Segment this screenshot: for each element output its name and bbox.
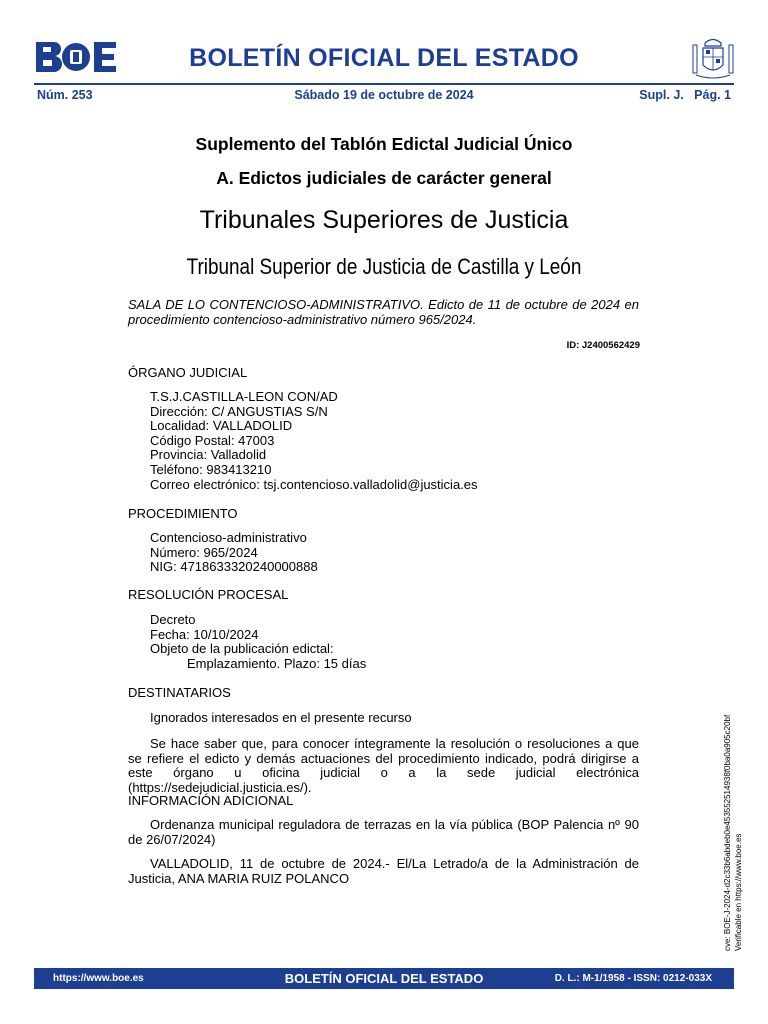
resolucion-line: Decreto	[150, 612, 196, 627]
organo-line: Localidad: VALLADOLID	[150, 418, 293, 434]
organo-heading: ÓRGANO JUDICIAL	[128, 365, 248, 380]
cve-code: cve: BOE-J-2024-d2c33b6abdeb0e453552514938f0ba0a905c20bf	[723, 714, 732, 951]
header-rule	[34, 83, 734, 85]
boe-logo	[36, 42, 116, 72]
procedimiento-line: NIG: 4718633320240000888	[150, 559, 318, 575]
verification-link[interactable]: Verificable en https://www.boe.es	[734, 833, 743, 951]
page-title: BOLETÍN OFICIAL DEL ESTADO	[189, 44, 579, 72]
procedimiento-heading: PROCEDIMIENTO	[128, 506, 238, 521]
supplement-page: Supl. J. Pág. 1	[639, 88, 731, 102]
court-type-title: Tribunales Superiores de Justicia	[199, 206, 569, 234]
resolucion-heading: RESOLUCIÓN PROCESAL	[128, 587, 289, 602]
resolucion-object: Emplazamiento. Plazo: 15 días	[187, 655, 367, 671]
court-title: Tribunal Superior de Justicia de Castilla y León	[186, 254, 582, 279]
organo-details	[150, 390, 478, 492]
destinatarios-heading: DESTINATARIOS	[128, 685, 231, 700]
issue-date: Sábado 19 de octubre de 2024	[294, 88, 474, 102]
info-heading: INFORMACIÓN ADICIONAL	[128, 793, 294, 808]
destinatarios-text: Ignorados interesados en el presente recurso	[150, 710, 412, 725]
organo-line: Teléfono: 983413210	[150, 461, 272, 477]
section-title: A. Edictos judiciales de carácter general	[216, 168, 552, 188]
edict-id: ID: J2400562429	[566, 340, 640, 351]
supplement-title: Suplemento del Tablón Edictal Judicial Único	[195, 134, 573, 154]
resolucion-details	[150, 613, 366, 671]
footer-title: BOLETÍN OFICIAL DEL ESTADO	[284, 971, 484, 986]
organo-line: Provincia: Valladolid	[150, 447, 267, 463]
footer-bar	[34, 968, 734, 989]
signature-paragraph: VALLADOLID, 11 de octubre de 2024.- El/La Letrado/a de la Administración de Justicia, ANA MARIA RUIZ POLANCO	[128, 856, 639, 886]
procedimiento-line: Número: 965/2024	[150, 544, 258, 560]
resolucion-line: Objeto de la publicación edictal:	[150, 641, 334, 657]
organo-line: T.S.J.CASTILLA-LEON CON/AD	[150, 389, 338, 404]
organo-line: Dirección: C/ ANGUSTIAS S/N	[150, 403, 328, 419]
issue-number: Núm. 253	[37, 88, 93, 102]
footer-legal: D. L.: M-1/1958 - ISSN: 0212-033X	[554, 973, 712, 984]
verification-strip	[722, 691, 744, 951]
edict-intro: SALA DE LO CONTENCIOSO-ADMINISTRATIVO. Edicto de 11 de octubre de 2024 en procedimiento contencioso-administrativo número 965/2024.	[128, 297, 639, 327]
footer-url-link[interactable]: https://www.boe.es	[53, 973, 144, 984]
coat-of-arms-icon	[690, 37, 736, 79]
organo-line: Código Postal: 47003	[150, 432, 275, 448]
organo-line: Correo electrónico: tsj.contencioso.valladolid@justicia.es	[150, 476, 478, 492]
procedimiento-details	[150, 531, 318, 575]
notice-paragraph: Se hace saber que, para conocer íntegramente la resolución o resoluciones a que se refiere el edicto y demás actuaciones del procedimiento indicado, podrá dirigirse a este órgano u oficina judicial o a la sede judicial electrónica (https://sedejudicial.justicia.es/).	[128, 736, 639, 795]
resolucion-line: Fecha: 10/10/2024	[150, 626, 259, 642]
info-paragraph: Ordenanza municipal reguladora de terrazas en la vía pública (BOP Palencia nº 90 de 26/07/2024)	[128, 817, 639, 847]
procedimiento-line: Contencioso-administrativo	[150, 530, 307, 545]
